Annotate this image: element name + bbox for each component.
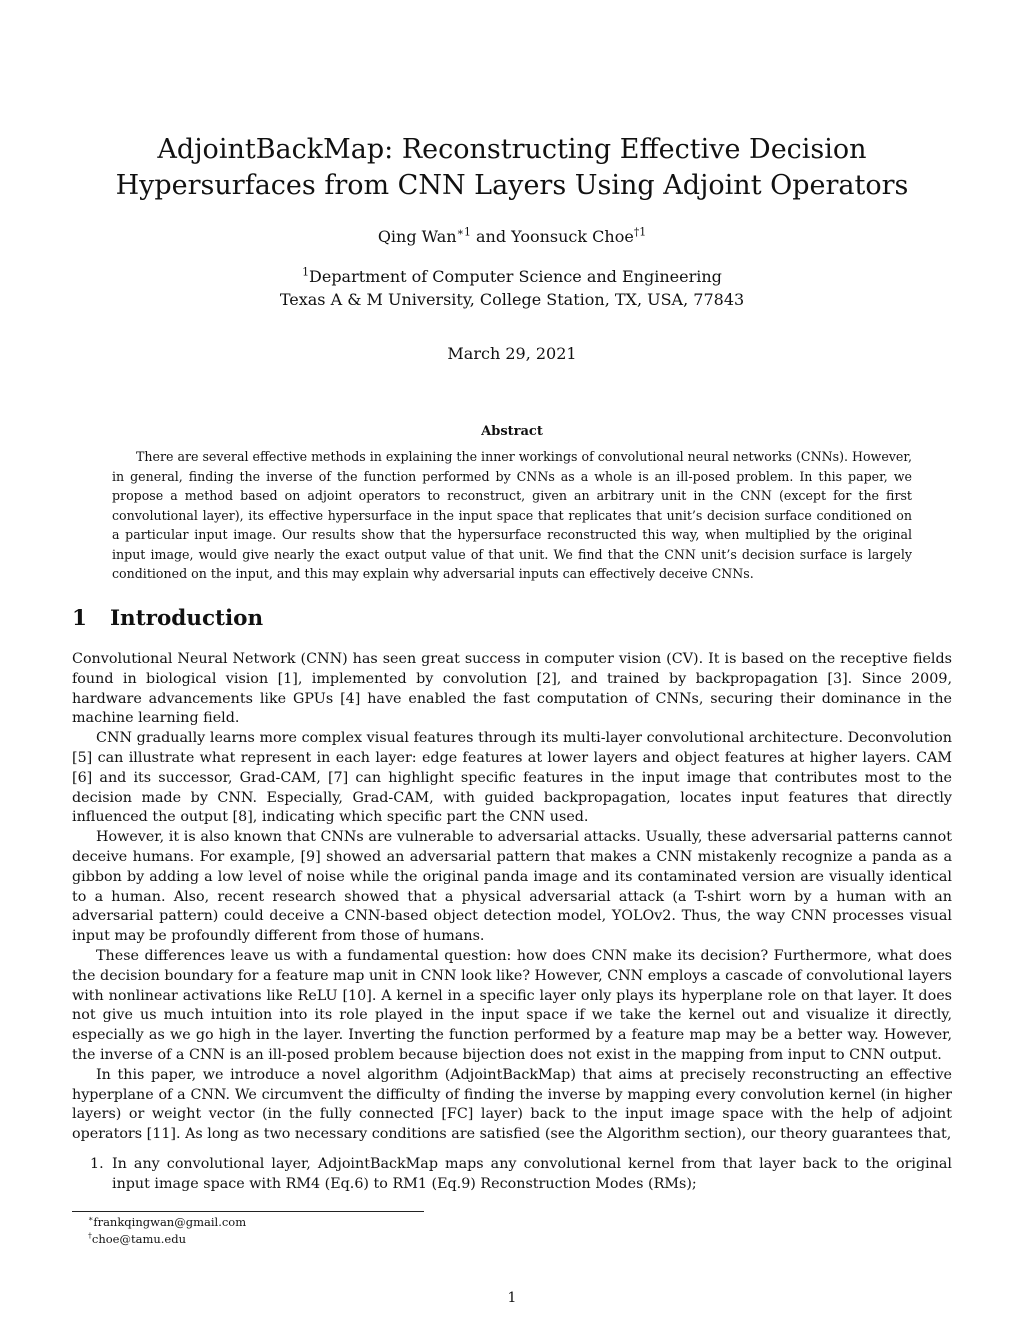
affiliation-mark: 1 (302, 265, 310, 279)
list-item (72, 1155, 952, 1195)
affiliation-department: Department of Computer Science and Engineering (309, 267, 722, 286)
list-item-text: In any convolutional layer, AdjointBackMap maps any convolutional kernel from that layer back to the original input image space with RM4 (Eq.6) to RM1 (Eq.9) Reconstruction Modes (RMs); (112, 1155, 952, 1192)
author-footnote-mark: †1 (633, 225, 647, 239)
introduction-body (72, 650, 952, 1195)
paragraph: Convolutional Neural Network (CNN) has seen great success in computer vision (CV). It is based on the receptive fields found in biological vision [1], implemented by convolution [2], and trained by backpropagation [3]. Since 2009, hardware advancements like GPUs [4] have enabled the fast computation of CNNs, securing their dominance in the machine learning field. (72, 651, 952, 727)
paragraph: CNN gradually learns more complex visual features through its multi-layer convolutional architecture. Deconvolution [5] can illustrate what represent in each layer: edge features at lower layers and object features at higher layers. CAM [6] and its successor, Grad-CAM, [7] can highlight specific features in the input image that contributes most to the decision made by CNN. Especially, Grad-CAM, with guided backpropagation, locates input features that directly influenced the output [8], indicating which specific part the CNN used. (72, 730, 952, 826)
section-heading (72, 604, 263, 634)
footnote-mark: ∗ (88, 1214, 94, 1224)
affiliation-line: Texas A & M University, College Station, TX, USA, 77843 (279, 290, 745, 309)
author-conjunction: and (475, 227, 507, 246)
footnote-email[interactable]: choe@tamu.edu (91, 1232, 187, 1246)
section-number: 1 (72, 606, 87, 631)
footnote-email[interactable]: frankqingwan@gmail.com (93, 1215, 247, 1229)
contribution-list (72, 1155, 952, 1195)
author-name: Qing Wan (377, 227, 457, 246)
footnote-divider (72, 1211, 424, 1212)
footnote-mark: † (88, 1231, 92, 1241)
author-footnote-mark: ∗1 (456, 225, 471, 239)
affiliation-line (0, 265, 1024, 288)
paragraph: In this paper, we introduce a novel algorithm (AdjointBackMap) that aims at precisely reconstructing an effective hyperplane of a CNN. We circumvent the difficulty of finding the inverse by mapping every convolution kernel (in higher layers) or weight vector (in the fully connected [FC] layer) back to the input image space with the help of adjoint operators [11]. As long as two necessary conditions are satisfied (see the Algorithm section), our theory guarantees that, (72, 1066, 952, 1143)
paragraph: However, it is also known that CNNs are vulnerable to adversarial attacks. Usually, these adversarial patterns cannot deceive humans. For example, [9] showed an adversarial pattern that makes a CNN mistakenly recognize a panda as a gibbon by adding a low level of noise while the original panda image and its contaminated version are visually identical to a human. Also, recent research showed that a physical adversarial attack (a T-shirt worn by a human with an adversarial pattern) could deceive a CNN-based object detection model, YOLOv2. Thus, the way CNN processes visual input may be profoundly different from those of humans. (72, 829, 952, 945)
footnote (88, 1214, 246, 1231)
paper-date: March 29, 2021 (447, 344, 577, 363)
paragraph: These differences leave us with a fundamental question: how does CNN make its decision? Furthermore, what does the decision boundary for a feature map unit in CNN look like? However, CNN employs a cascade of convolutional layers with nonlinear activations like ReLU [10]. A kernel in a specific layer only plays its hyperplane role on that layer. It does not give us much intuition into its role played in the input space if we take the kernel out and visualize it directly, especially as we go high in the layer. Inverting the function performed by a feature map may be a better way. However, the inverse of a CNN is an ill-posed problem because bijection does not exist in the mapping from input to CNN output. (72, 947, 952, 1063)
page-number: 1 (507, 1290, 517, 1306)
footnote (88, 1231, 246, 1248)
author-line (0, 226, 1024, 248)
abstract-heading: Abstract (481, 424, 543, 439)
author-name: Yoonsuck Choe (511, 227, 634, 246)
paper-title: AdjointBackMap: Reconstructing Effective Decision Hypersurfaces from CNN Layers Using Adjoint Operators (115, 134, 909, 201)
abstract-text: There are several effective methods in explaining the inner workings of convolutional neural networks (CNNs). However, in general, finding the inverse of the function performed by CNNs as a whole is an ill-posed problem. In this paper, we propose a method based on adjoint operators to reconstruct, given an arbitrary unit in the CNN (except for the first convolutional layer), its effective hypersurface in the input space that replicates that unit’s decision surface conditioned on a particular input image. Our results show that the hypersurface reconstructed this way, when multiplied by the original input image, would give nearly the exact output value of that unit. We find that the CNN unit’s decision surface is largely conditioned on the input, and this may explain why adversarial inputs can effectively deceive CNNs. (112, 449, 912, 581)
list-item-number: 1. (90, 1155, 104, 1172)
affiliation (0, 265, 1024, 311)
section-title: Introduction (110, 606, 264, 631)
footnotes (88, 1214, 246, 1248)
